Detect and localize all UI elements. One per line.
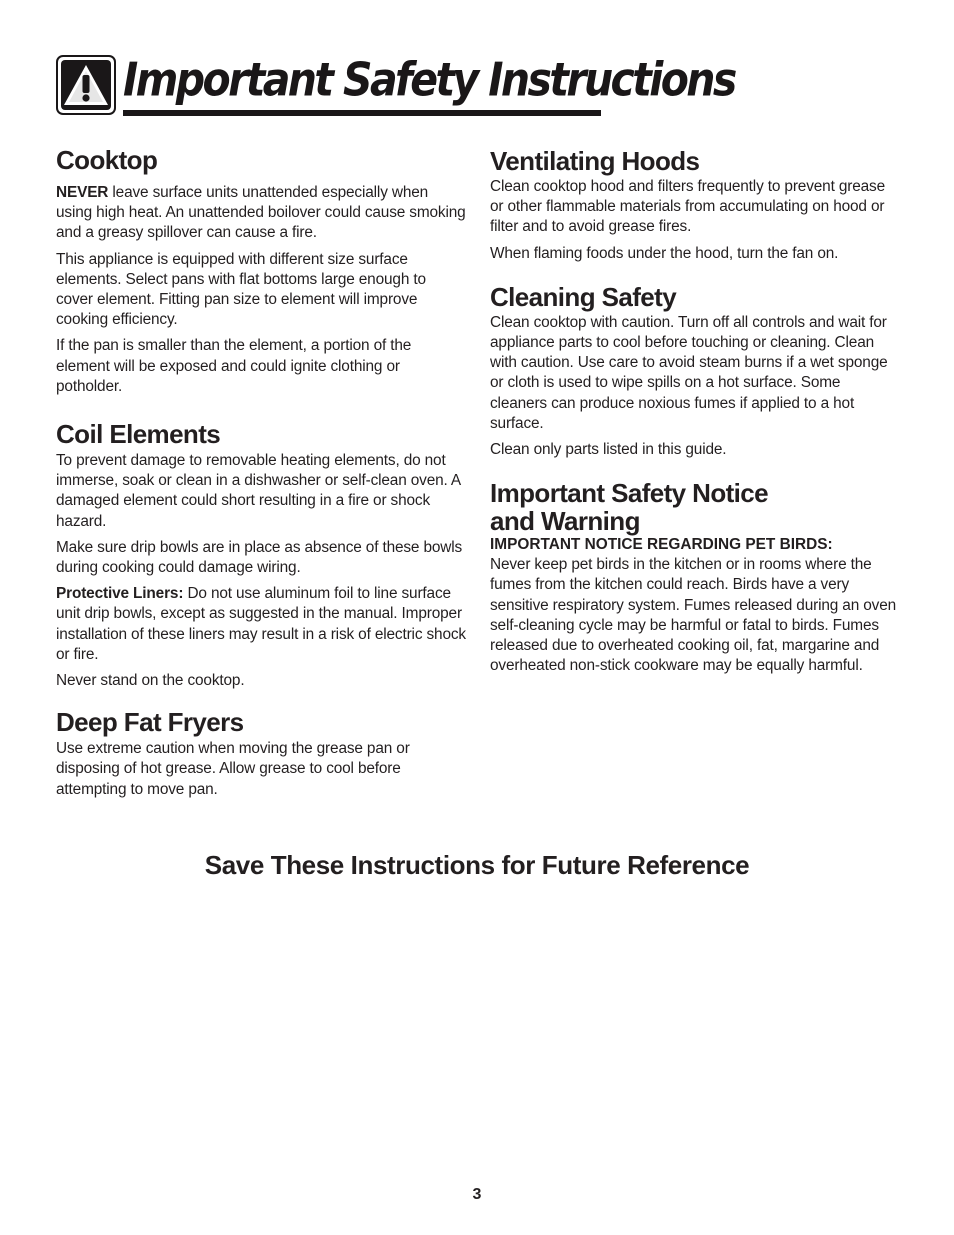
paragraph: When flaming foods under the hood, turn the fan on.	[490, 244, 839, 262]
page-title: Important Safety Instructions	[123, 53, 735, 107]
paragraph: Clean cooktop hood and filters frequently to prevent grease or other flammable materials from accumulating on hood or filter and to avoid grease fires.	[490, 178, 885, 236]
warning-triangle-icon	[56, 55, 116, 115]
left-column	[56, 146, 466, 800]
paragraph: If the pan is smaller than the element, a portion of the element will be exposed and could ignite clothing or potholder.	[56, 337, 412, 395]
section-safety-notice	[490, 479, 900, 676]
paragraph: Make sure drip bowls are in place as absence of these bowls during cooking could damage wiring.	[56, 538, 463, 577]
section-heading	[490, 479, 900, 535]
section-ventilating-hoods	[490, 147, 900, 264]
emphasis: Protective Liners:	[56, 585, 184, 603]
section-heading: Ventilating Hoods	[490, 146, 700, 176]
save-instructions-note: Save These Instructions for Future Reference	[204, 850, 750, 880]
section-cleaning-safety	[490, 283, 900, 460]
notice-subheading: IMPORTANT NOTICE REGARDING PET BIRDS:	[490, 536, 833, 554]
paragraph	[56, 183, 466, 244]
right-column	[490, 147, 900, 676]
paragraph: This appliance is equipped with different size surface elements. Select pans with flat bottoms large enough to cover element. Fitting pan size to element will improve cooking efficiency.	[56, 250, 426, 329]
section-heading: Deep Fat Fryers	[56, 707, 244, 738]
emphasis: NEVER	[56, 184, 109, 201]
heading-line: and Warning	[490, 506, 640, 537]
section-deep-fat-fryers	[56, 708, 466, 800]
page-number: 3	[472, 1186, 482, 1203]
paragraph: Clean cooktop with caution. Turn off all controls and wait for appliance parts to cool before touching or cleaning. Clean with caution. Use care to avoid steam burns if a wet sponge or cloth is used to wipe spills on a hot surface. Some cleaners can produce noxious fumes if applied to a hot surface.	[490, 313, 888, 432]
paragraph: Use extreme caution when moving the grease pan or disposing of hot grease. Allow grease to cool before attempting to move pan.	[56, 740, 410, 798]
paragraph: To prevent damage to removable heating elements, do not immerse, soak or clean in a dishwasher or self-clean oven. A damaged element could short resulting in a fire or shock hazard.	[56, 452, 461, 530]
section-heading: Cooktop	[56, 145, 158, 175]
paragraph: Clean only parts listed in this guide.	[490, 441, 727, 459]
section-heading: Coil Elements	[56, 419, 221, 450]
paragraph	[56, 584, 466, 665]
paragraph: Never keep pet birds in the kitchen or in rooms where the fumes from the kitchen could reach. Birds have a very sensitive respiratory system. Fumes released during an oven self-cleaning cycle may be harmful or fatal to birds. Fumes released due to overheated cooking oil, fat, margarine and overheated non-stick cookware may be equally harmful.	[490, 556, 897, 675]
heading-line: Important Safety Notice	[490, 478, 769, 509]
section-heading: Cleaning Safety	[490, 281, 677, 312]
paragraph-text: leave surface units unattended especially when using high heat. An unattended boilover could cause smoking and a greasy spillover can cause a fire.	[56, 184, 466, 242]
paragraph: Never stand on the cooktop.	[56, 672, 245, 690]
title-underline	[123, 110, 601, 116]
section-cooktop	[56, 146, 466, 397]
paragraph-text: Do not use aluminum foil to line surface unit drip bowls, except as suggested in the manual. Improper installation of these liners may result in a risk of electric shock or fire.	[56, 585, 466, 663]
page-header	[56, 52, 735, 118]
section-coil-elements	[56, 420, 466, 691]
